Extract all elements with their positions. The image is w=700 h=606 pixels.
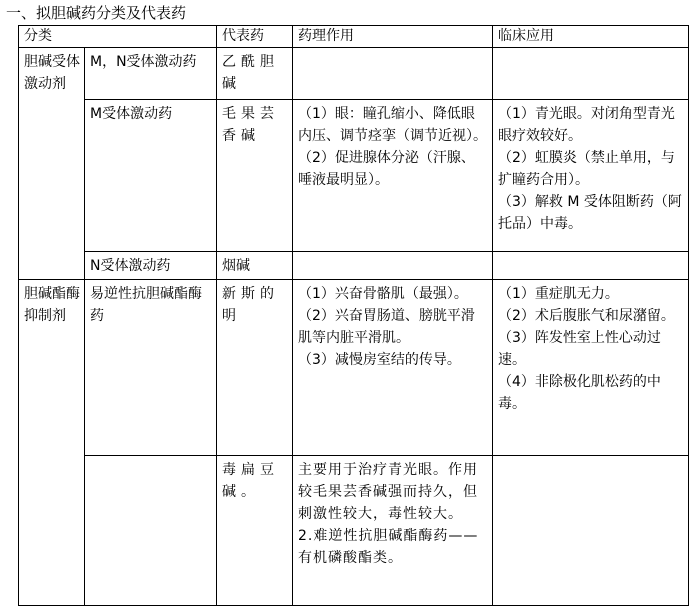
- category-cholinoceptor-agonist: 胆碱受体激动剂: [19, 48, 85, 280]
- table-row: [19, 456, 689, 606]
- header-clinical-use: 临床应用: [493, 26, 689, 48]
- table-row: [19, 48, 689, 100]
- pharmacology-item: 主要用于治疗青光眼。作用较毛果芸香碱强而持久，但刺激性较大，毒性较大。: [298, 462, 478, 522]
- pharmacology-item: （3）减慢房室结的传导。: [298, 352, 461, 368]
- subcategory-m-agonist: M受体激动药: [85, 100, 217, 252]
- pharmacology-item: （1）兴奋骨骼肌（最强）。: [298, 286, 468, 302]
- clinical-item: （3）阵发性室上性心动过速。: [498, 330, 661, 368]
- cell-empty: [293, 48, 493, 100]
- cell-empty: [493, 456, 689, 606]
- pharmacology-item: （1）眼：瞳孔缩小、降低眼内压、调节痉挛（调节近视）。: [298, 106, 487, 144]
- pharmacology-item: （2）兴奋胃肠道、膀胱平滑肌等内脏平滑肌。: [298, 308, 475, 346]
- category-cholinesterase-inhibitor: 胆碱酯酶抑制剂: [19, 280, 85, 606]
- pharmacology-item: （2）促进腺体分泌（汗腺、唾液最明显）。: [298, 150, 475, 188]
- clinical-item: （2）虹膜炎（禁止单用，与扩瞳药合用）。: [498, 150, 675, 188]
- clinical-item: （3）解救 M 受体阻断药（阿托品）中毒。: [498, 194, 682, 232]
- header-pharmacology: 药理作用: [293, 26, 493, 48]
- subcategory-reversible-inhibitor: 易逆性抗胆碱酯酶药: [85, 280, 217, 456]
- clinical-item: （2）术后腹胀气和尿潴留。: [498, 308, 675, 324]
- table-header-row: [19, 26, 689, 48]
- drug-neostigmine: 新斯的明: [217, 280, 293, 456]
- drug-acetylcholine: 乙酰胆碱: [217, 48, 293, 100]
- table-row: [19, 252, 689, 280]
- cholinergic-drug-table: [18, 25, 689, 606]
- section-title: 一、拟胆碱药分类及代表药: [6, 4, 187, 22]
- table-row: [19, 100, 689, 252]
- physostigmine-pharmacology: [293, 456, 493, 606]
- drug-pilocarpine: 毛果芸香碱: [217, 100, 293, 252]
- clinical-item: （1）重症肌无力。: [498, 286, 619, 302]
- cell-empty: [293, 252, 493, 280]
- drug-nicotine: 烟碱: [217, 252, 293, 280]
- drug-physostigmine: 毒扁豆碱。: [217, 456, 293, 606]
- neostigmine-pharmacology: [293, 280, 493, 456]
- cell-empty: [85, 456, 217, 606]
- cell-empty: [493, 252, 689, 280]
- header-drug: 代表药: [217, 26, 293, 48]
- clinical-item: （4）非除极化肌松药的中毒。: [498, 374, 661, 412]
- subcategory-mn-agonist: M，N受体激动药: [85, 48, 217, 100]
- pilocarpine-clinical-use: [493, 100, 689, 252]
- subcategory-n-agonist: N受体激动药: [85, 252, 217, 280]
- pharmacology-item: 2.难逆性抗胆碱酯酶药——有机磷酸酯类。: [298, 528, 479, 566]
- neostigmine-clinical-use: [493, 280, 689, 456]
- header-category: 分类: [19, 26, 217, 48]
- pilocarpine-pharmacology: [293, 100, 493, 252]
- clinical-item: （1）青光眼。对闭角型青光眼疗效较好。: [498, 106, 675, 144]
- table-row: [19, 280, 689, 456]
- cell-empty: [493, 48, 689, 100]
